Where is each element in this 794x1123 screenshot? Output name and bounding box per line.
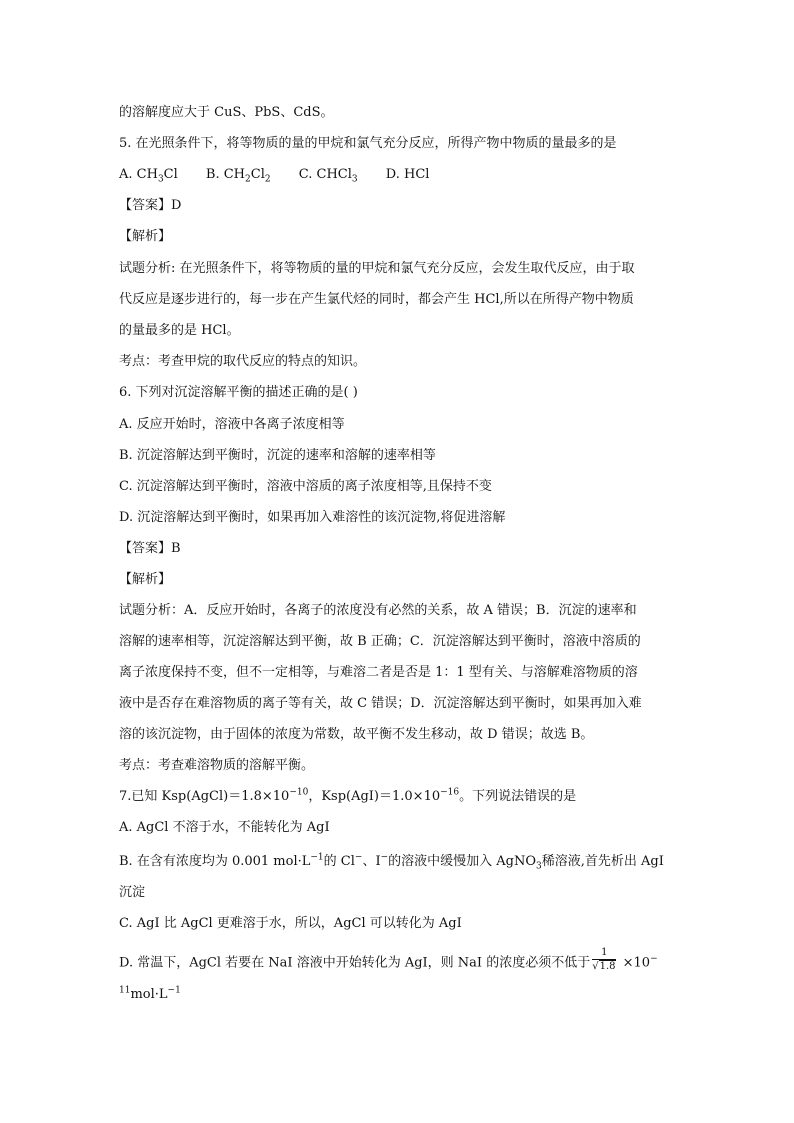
q7-option-b: B. 在含有浓度均为 0.001 $mol\cdot L^{-1}$的 Cl−、I−的溶液中缓慢加入 AgNO$_3$稀溶液,首先析出 AgI xyxy=(119,852,664,872)
q5-option-b: B. $CH_2Cl_2$ xyxy=(205,167,271,185)
q5-option-c: C. CHCl$_3$ xyxy=(298,167,358,185)
q6-analysis-line: 离子浓度保持不变，但不一定相等，与难溶二者是否是 1：1 型有关、与溶解难溶物质的溶 xyxy=(119,665,638,680)
q6-analysis-line: 溶的该沉淀物，由于固体的浓度为常数，故平衡不发生移动，故 D 错误；故选 B。 xyxy=(119,727,594,742)
q6-answer: 【答案】B xyxy=(119,541,181,556)
q6-kaodian: 考点：考查难溶物质的溶解平衡。 xyxy=(119,758,315,773)
q5-stem: 5. 在光照条件下，将等物质的量的甲烷和氯气充分反应，所得产物中物质的量最多的是 xyxy=(119,136,617,151)
q5-kaodian: 考点：考查甲烷的取代反应的特点的知识。 xyxy=(119,354,367,369)
q6-option-a: A. 反应开始时，溶液中各离子浓度相等 xyxy=(119,417,345,432)
q6-stem: 6. 下列对沉淀溶解平衡的描述正确的是( ) xyxy=(119,385,358,400)
q6-option-b: B. 沉淀溶解达到平衡时，沉淀的速率和溶解的速率相等 xyxy=(119,448,436,463)
q5-option-a: A. $CH_3Cl$ xyxy=(119,167,178,185)
q6-analysis-title: 【解析】 xyxy=(119,572,172,587)
q7-option-b-cont: 沉淀 xyxy=(119,885,146,900)
q5-option-d: D. HCl xyxy=(385,167,430,182)
q5-analysis-title: 【解析】 xyxy=(119,229,172,244)
q5-options xyxy=(119,166,679,184)
q4-tail: 的溶解度应大于 CuS、PbS、CdS。 xyxy=(119,105,334,120)
q6-analysis-line: 试题分析：A．反应开始时，各离子的浓度没有必然的关系，故 A 错误；B．沉淀的速率和 xyxy=(119,603,637,618)
q5-answer: 【答案】D xyxy=(119,198,182,213)
q7-option-a: A. AgCl 不溶于水，不能转化为 AgI xyxy=(119,820,330,835)
fraction: $\frac{1}{√1.8}$ xyxy=(592,947,616,972)
q5-analysis-line: 代反应是逐步进行的，每一步在产生氯代烃的同时，都会产生 HCl,所以在所得产物中物质 xyxy=(119,292,634,307)
q5-analysis-line: 的量最多的是 HCl。 xyxy=(119,323,240,338)
q6-analysis-line: 溶解的速率相等，沉淀溶解达到平衡，故 B 正确；C．沉淀溶解达到平衡时，溶液中溶质的 xyxy=(119,634,641,649)
q7-stem: 7.已知 $Ksp(AgCl)=1.8\times 10^{-10}$，$Ksp(AgI)=1.0\times 10^{-16}$。下列说法错误的是 xyxy=(119,787,577,804)
q5-analysis-line: 试题分析: 在光照条件下，将等物质的量的甲烷和氯气充分反应，会发生取代反应，由于取 xyxy=(119,261,635,276)
q6-option-c: C. 沉淀溶解达到平衡时，溶液中溶质的离子浓度相等,且保持不变 xyxy=(119,479,492,494)
q7-option-d: D. 常温下，AgCl 若要在 NaI 溶液中开始转化为 AgI，则 NaI 的浓度必须不低于 $\frac{1}{√1.8}$ ×10− xyxy=(119,947,658,972)
q7-option-c: C. AgI 比 AgCl 更难溶于水，所以，AgCl 可以转化为 AgI xyxy=(119,916,462,931)
q6-analysis-line: 液中是否存在难溶物质的离子等有关，故 C 错误；D．沉淀溶解达到平衡时，如果再加入难 xyxy=(119,696,642,711)
q7-option-d-cont: $^{11}mol\cdot L^{-1}$ xyxy=(119,985,181,1002)
sqrt-symbol: √1.8 xyxy=(592,961,616,972)
q6-option-d: D. 沉淀溶解达到平衡时，如果再加入难溶性的该沉淀物,将促进溶解 xyxy=(119,510,506,525)
